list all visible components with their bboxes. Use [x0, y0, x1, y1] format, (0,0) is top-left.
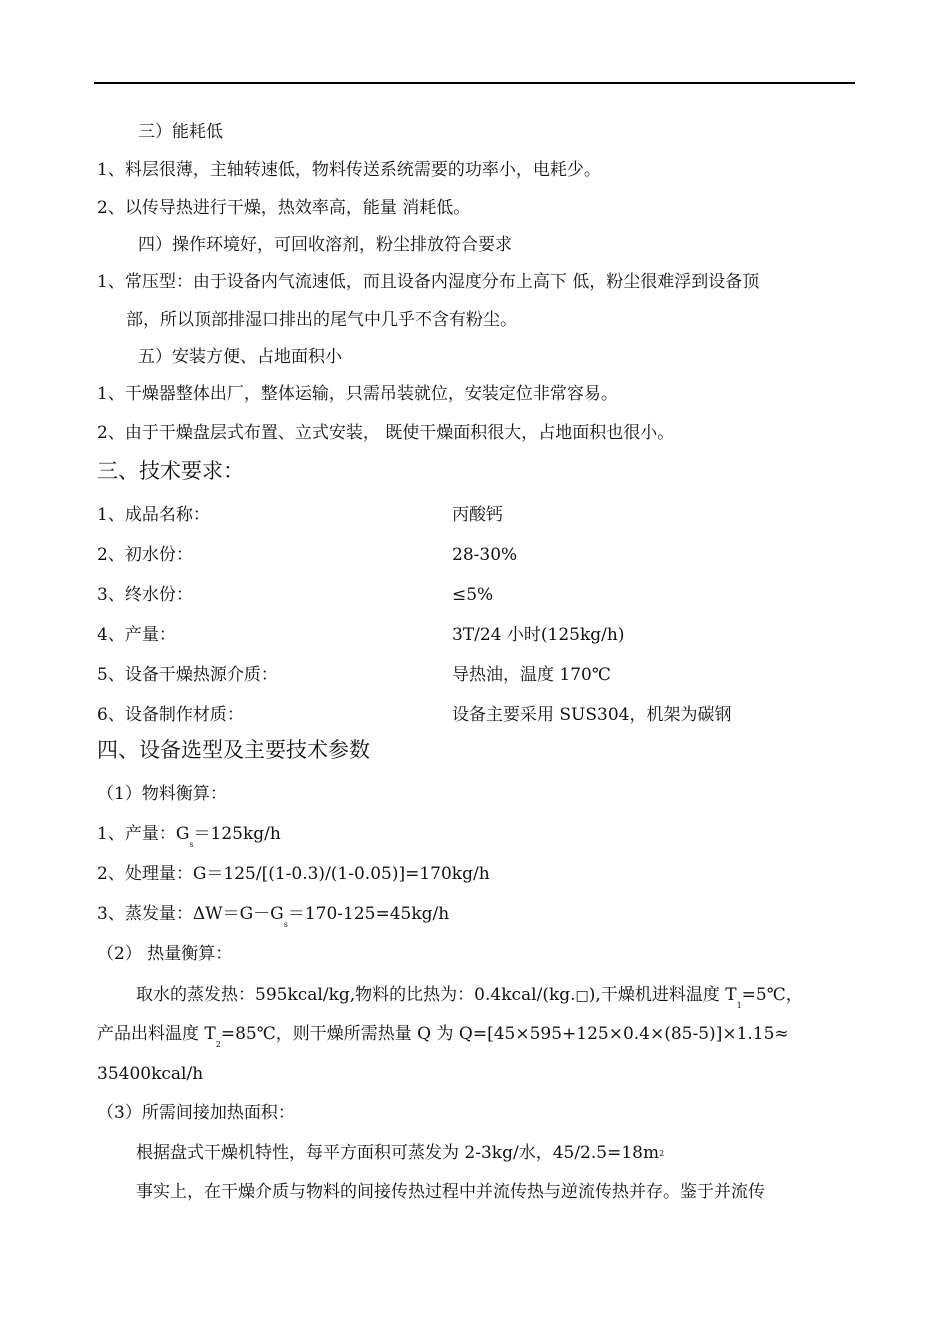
calc-line [97, 822, 281, 849]
superscript: 2 [659, 1149, 665, 1158]
calc-line: 2、处理量：G＝125/[(1-0.3)/(1-0.05)]=170kg/h [97, 864, 490, 884]
section-3-heading: 三、技术要求： [97, 459, 244, 483]
subsection-3-title: 三）能耗低 [138, 122, 223, 142]
calc-line [97, 902, 449, 929]
spec-value: 3T/24 小时(125kg/h) [452, 625, 625, 645]
section-4-heading: 四、设备选型及主要技术参数 [97, 738, 370, 762]
calc-3-title: （3）所需间接加热面积： [97, 1103, 295, 1123]
paragraph-line: 1、常压型：由于设备内气流速低，而且设备内湿度分布上高下 低，粉尘很难浮到设备顶 [97, 272, 760, 292]
spec-label: 6、设备制作材质： [97, 705, 244, 725]
subscript: s [189, 840, 194, 849]
calc-text: 3、蒸发量：ΔW＝G－G [97, 904, 284, 924]
spec-label: 1、成品名称： [97, 505, 210, 525]
spec-value: 导热油，温度 170℃ [452, 665, 611, 685]
calc-text: ),干燥机进料温度 T [588, 985, 737, 1005]
spec-label: 4、产量： [97, 625, 176, 645]
header-rule [94, 82, 855, 84]
spec-label: 3、终水份： [97, 585, 193, 605]
paragraph-line [97, 1022, 789, 1049]
paragraph-line: 35400kcal/h [97, 1064, 204, 1084]
subscript: s [283, 920, 288, 929]
calc-text: ＝125kg/h [193, 824, 281, 844]
spec-value: 设备主要采用 SUS304，机架为碳钢 [452, 705, 732, 725]
calc-text: 根据盘式干燥机特性，每平方面积可蒸发为 2-3kg/水，45/2.5=18m [136, 1143, 660, 1163]
calc-text: 产品出料温度 T [97, 1024, 216, 1044]
subsection-5-title: 五）安装方便、占地面积小 [138, 347, 342, 367]
subsection-4-title: 四）操作环境好，可回收溶剂，粉尘排放符合要求 [138, 235, 512, 255]
paragraph-line: 部，所以顶部排湿口排出的尾气中几乎不含有粉尘。 [126, 310, 517, 330]
calc-text: ＝170-125=45kg/h [287, 904, 450, 924]
subscript: 2 [215, 1040, 221, 1049]
calc-1-title: （1）物料衡算： [97, 784, 227, 804]
paragraph-line: 2、由于干燥盘层式布置、立式安装， 既使干燥面积很大，占地面积也很小。 [97, 423, 675, 443]
paragraph-line [136, 1141, 664, 1168]
calc-text: 取水的蒸发热：595kcal/kg,物料的比热为：0.4kcal/(kg. [136, 985, 576, 1005]
paragraph-line [136, 983, 803, 1010]
subscript: 1 [736, 1001, 742, 1010]
calc-text: 1、产量：G [97, 824, 190, 844]
spec-label: 2、初水份： [97, 545, 193, 565]
spec-value: ≤5% [452, 585, 494, 605]
spec-label: 5、设备干燥热源介质： [97, 665, 278, 685]
calc-2-title: （2） 热量衡算： [97, 944, 233, 964]
missing-glyph-icon: □ [575, 988, 589, 1004]
calc-text: =5℃， [741, 985, 803, 1005]
paragraph-line: 1、干燥器整体出厂，整体运输，只需吊装就位，安装定位非常容易。 [97, 384, 618, 404]
spec-value: 28-30% [452, 545, 518, 565]
paragraph-line: 1、料层很薄，主轴转速低，物料传送系统需要的功率小，电耗少。 [97, 160, 601, 180]
paragraph-line: 2、以传导热进行干燥，热效率高，能量 消耗低。 [97, 198, 471, 218]
paragraph-line: 事实上，在干燥介质与物料的间接传热过程中并流传热与逆流传热并存。鉴于并流传 [136, 1182, 765, 1202]
calc-text: =85℃，则干燥所需热量 Q 为 Q=[45×595+125×0.4×(85-5)]×1.15≈ [220, 1024, 789, 1044]
spec-value: 丙酸钙 [452, 505, 503, 525]
